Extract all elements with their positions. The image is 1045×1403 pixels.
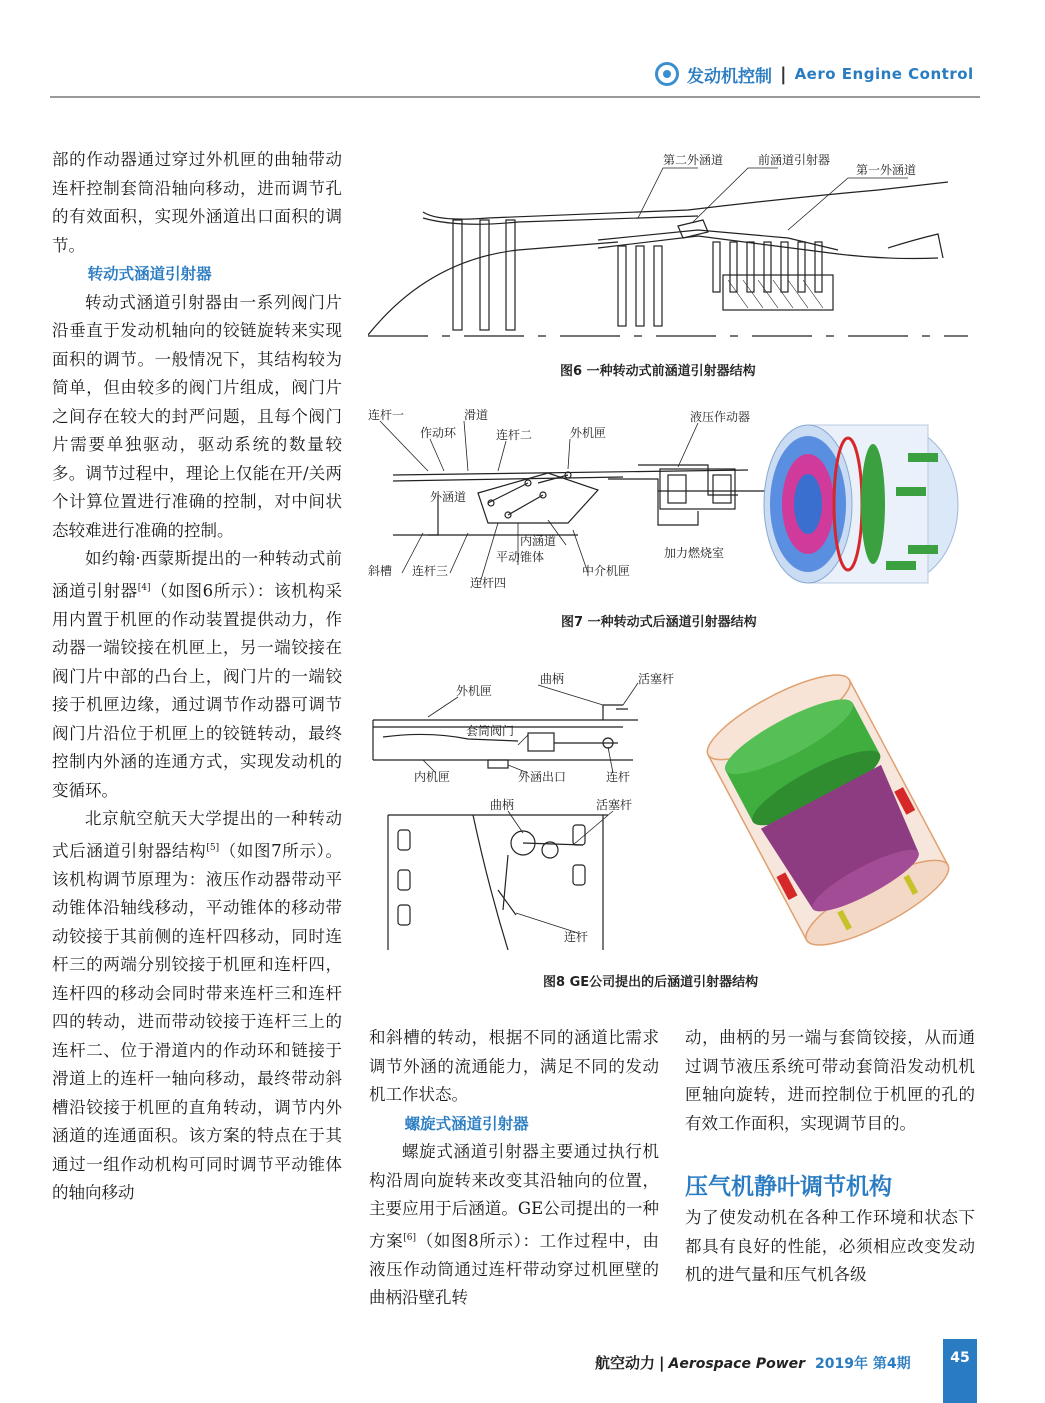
figure-7-caption: 图7 一种转动式后涵道引射器结构 [561, 615, 757, 630]
middle-column [369, 1024, 659, 1313]
section-title-en: Aero Engine Control [794, 65, 974, 83]
header-separator: | [780, 63, 787, 85]
label-inner-casing: 内机匣 [414, 770, 451, 784]
section-heading: 转动式涵道引射器 [87, 265, 212, 283]
label-outer-casing: 外机匣 [570, 426, 607, 440]
label-outer-duct: 外涵道 [430, 490, 467, 504]
text-run: 北京航空航天大学提出的一种转动式后涵道引射器结构 [52, 809, 342, 860]
label-slot: 斜槽 [368, 564, 393, 578]
label-front-ejector: 前涵道引射器 [758, 153, 831, 167]
journal-name-en: Aerospace Power [668, 1356, 806, 1372]
section-title-cn: 发动机控制 [687, 66, 772, 87]
page-number: 45 [950, 1350, 970, 1366]
paragraph: 为了使发动机在各种工作环境和状态下都具有良好的性能，必须相应改变发动机的进气量和压气机各级 [685, 1208, 975, 1284]
running-header [655, 60, 974, 88]
figure-7-diagram [368, 405, 968, 590]
paragraph [52, 805, 342, 1208]
label-piston-rod: 活塞杆 [638, 672, 675, 686]
figure-8-caption: 图8 GE公司提出的后涵道引射器结构 [543, 975, 759, 990]
paragraph [369, 1138, 659, 1313]
section-heading: 螺旋式涵道引射器 [404, 1114, 529, 1133]
3d-model-render [698, 665, 959, 950]
left-column [52, 146, 342, 1208]
3d-model-render [764, 425, 958, 583]
paragraph [52, 545, 342, 805]
label-actuator-ring: 作动环 [420, 426, 457, 440]
text-run: 螺旋式涵道引射器主要通过执行机构沿周向旋转来改变其沿轴向的位置，主要应用于后涵道。GE公司提出的一种方案 [369, 1142, 659, 1250]
footer-separator: | [659, 1354, 665, 1372]
label-sleeve-valve: 套筒阀门 [466, 724, 515, 738]
figure-6-diagram [368, 150, 968, 350]
figure-8-diagram [368, 665, 968, 950]
text-run: （如图6所示）：该机构采用内置于机匣的作动装置提供动力，作动器一端铰接在机匣上，另一端铰接在阀门片中部的凸台上，阀门片的一端铰接于机匣边缘，通过调节作动器可调节阀门片沿位于机匣上的铰链转动，最终控制内外涵的连通方式，实现发动机的变循环。 [52, 581, 343, 800]
label-intermediate-casing: 中介机匣 [582, 564, 631, 578]
label-link1: 连杆一 [368, 408, 405, 422]
label-link: 连杆 [606, 770, 631, 784]
citation[interactable]: [5] [206, 842, 220, 853]
label-link3: 连杆三 [412, 564, 449, 578]
section-heading-major: 压气机静叶调节机构 [685, 1174, 892, 1200]
page-number-tab [943, 1339, 977, 1403]
label-outer-casing: 外机匣 [456, 684, 493, 698]
journal-name-cn: 航空动力 [595, 1354, 656, 1372]
running-footer [595, 1352, 911, 1373]
citation[interactable]: [6] [403, 1232, 417, 1243]
paragraph: 和斜槽的转动，根据不同的涵道比需求调节外涵的流通能力，满足不同的发动机工作状态。 [369, 1028, 659, 1104]
label-translating-cone: 平动锥体 [496, 550, 545, 564]
label-link2: 连杆二 [496, 428, 533, 442]
label-link-2: 连杆 [564, 930, 589, 944]
label-afterburner: 加力燃烧室 [664, 546, 725, 560]
label-crank-2: 曲柄 [490, 798, 515, 812]
label-bypass-exit: 外涵出口 [518, 770, 567, 784]
label-slide: 滑道 [464, 408, 489, 422]
issue-label: 2019年 第4期 [815, 1356, 911, 1372]
text-run: （如图7所示）。该机构调节原理为：液压作动器带动平动锥体沿轴线移动，平动锥体的移动带动铰接于其前侧的连杆四移动，同时连杆三的两端分别铰接于机匣和连杆四，连杆四的移动会同时带来连杆三和连杆四的转动，进而带动铰接于连杆三上的连杆二、位于滑道内的作动环和链接于滑道上的连杆一轴向移动，最终带动斜槽沿铰接于机匣的直角转动，调节内外涵道的连通面积。该方案的特点在于其通过一组作动机构可同时调节平动锥体的轴向移动 [52, 841, 343, 1202]
label-inner-duct: 内涵道 [520, 534, 557, 548]
citation[interactable]: [4] [137, 582, 151, 593]
header-rule [50, 96, 980, 98]
label-link4: 连杆四 [470, 576, 507, 590]
figure-6-caption: 图6 一种转动式前涵道引射器结构 [560, 364, 756, 379]
label-second-bypass: 第二外涵道 [663, 153, 724, 167]
paragraph: 转动式涵道引射器由一系列阀门片沿垂直于发动机轴向的铰链旋转来实现面积的调节。一般情况下，其结构较为简单，但由较多的阀门片组成，阀门片之间存在较大的封严问题，且每个阀门片需要单独驱动，驱动系统的数量较多。调节过程中，理论上仅能在开/关两个计算位置进行准确的控制，对中间状态较难进行准确的控制。 [52, 292, 342, 540]
label-piston-rod-2: 活塞杆 [596, 798, 633, 812]
paragraph: 动，曲柄的另一端与套筒铰接，从而通过调节液压系统可带动套筒沿发动机机匣轴向旋转，进而控制位于机匣的孔的有效工作面积，实现调节目的。 [685, 1028, 975, 1133]
label-crank: 曲柄 [540, 672, 565, 686]
label-hydraulic-actuator: 液压作动器 [690, 410, 751, 424]
text-run: 如约翰·西蒙斯提出的一种转动式前涵道引射器 [52, 549, 342, 600]
text-run: （如图8所示）：工作过程中，由液压作动筒通过连杆带动穿过机匣壁的曲柄沿壁孔转 [369, 1231, 660, 1307]
paragraph: 部的作动器通过穿过外机匣的曲轴带动连杆控制套筒沿轴向移动，进而调节孔的有效面积，实现外涵道出口面积的调节。 [52, 150, 342, 255]
journal-logo-icon [655, 62, 679, 86]
right-column [685, 1024, 975, 1290]
label-first-bypass: 第一外涵道 [856, 163, 917, 177]
spacer [685, 1138, 975, 1170]
